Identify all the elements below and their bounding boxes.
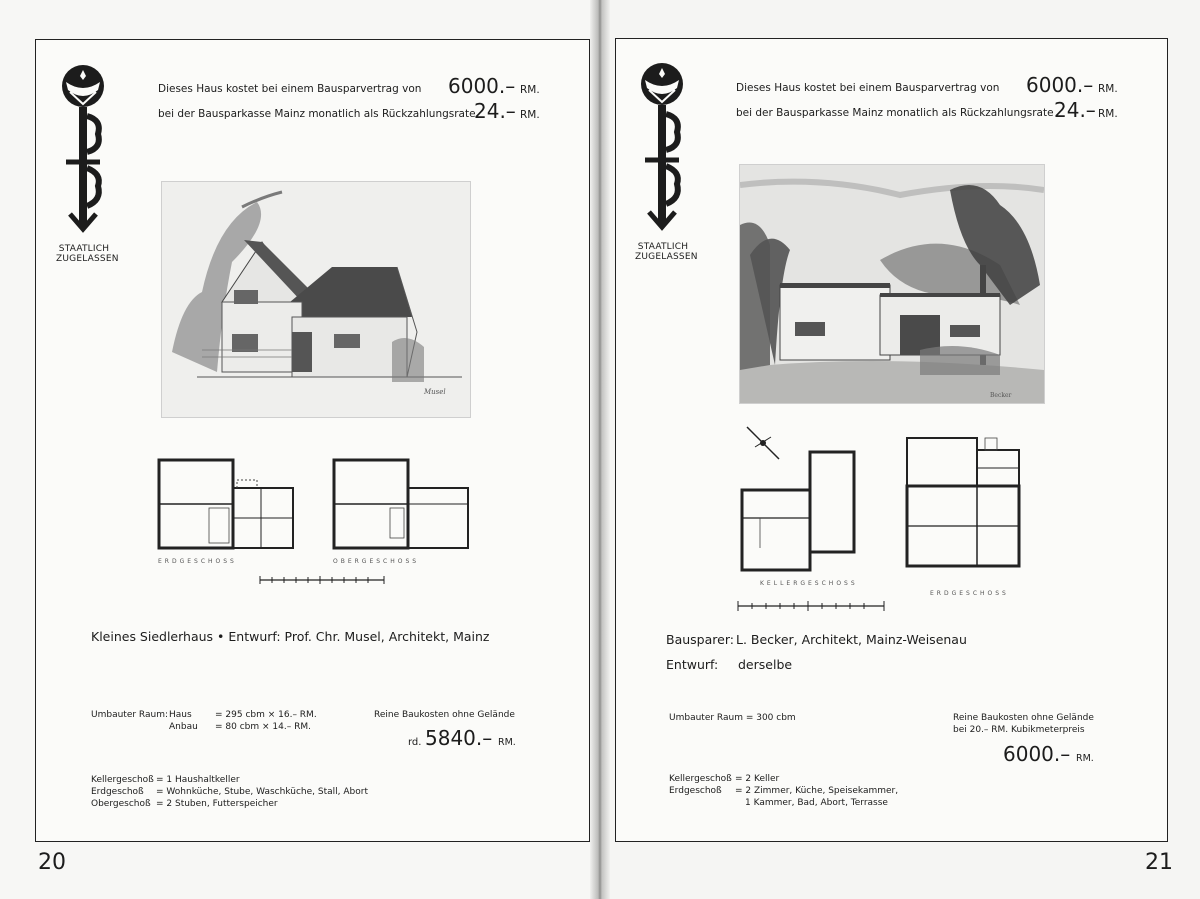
bausparer-label: Bausparer: [666,632,734,647]
book-gutter [590,0,610,899]
ground-floor-label-right: ERDGESCHOSS [930,590,1009,597]
volume-text-right: Umbauter Raum = 300 cbm [669,713,796,723]
logo-caption-right [635,242,698,262]
room-floor-right-2: Erdgeschoß [669,786,722,796]
logo-caption [56,244,119,264]
upper-floor-plan [332,458,470,550]
price-unit-1-right: RM. [1098,83,1118,95]
price-amount-2-right: 24.– [1054,98,1096,122]
cost-unit-right: RM. [1076,753,1094,764]
left-page-frame [35,39,590,842]
volume-label: Umbauter Raum: [91,710,168,720]
house-sketch-illustration [161,181,471,418]
price-amount-1-right: 6000.– [1026,73,1094,97]
bausparkasse-eagle-logo [58,64,108,240]
entwurf-value: derselbe [738,657,793,672]
room-desc-1: = 1 Haushaltkeller [156,775,240,785]
room-floor-1: Kellergeschoß [91,775,154,785]
bausparkasse-eagle-logo-right [637,62,687,238]
cost-label-right-1: Reine Baukosten ohne Gelände [953,713,1094,723]
price-line-2-right: bei der Bausparkasse Mainz monatlich als Rückzahlungsrate [736,107,1054,119]
basement-floor-label: KELLERGESCHOSS [760,580,858,587]
svg-text:Becker: Becker [990,392,1012,399]
cost-label: Reine Baukosten ohne Gelände [374,710,515,720]
room-desc-right-2: = 2 Zimmer, Küche, Speisekammer, [735,786,899,796]
cost-amount-right: 6000.– [1003,742,1071,766]
logo-caption-right-line-2: ZUGELASSEN [635,252,698,262]
price-unit-2-right: RM. [1098,108,1118,120]
room-floor-right-1: Kellergeschoß [669,774,732,784]
volume-part-anbau: Anbau [169,722,198,732]
price-line-2: bei der Bausparkasse Mainz monatlich als Rückzahlungsrate [158,108,476,120]
page-number-right: 21 [1145,850,1173,875]
volume-value-haus: = 295 cbm × 16.– RM. [215,710,317,720]
north-arrow-icon [743,423,783,463]
upper-floor-label: OBERGESCHOSS [333,558,420,565]
cost-prefix: rd. [408,737,422,748]
basement-floor-plan [740,448,856,573]
price-line-1-right: Dieses Haus kostet bei einem Bausparvertrag von [736,82,1000,94]
cost-label-right-2: bei 20.– RM. Kubikmeterpreis [953,725,1085,735]
ground-floor-plan-right [905,436,1025,576]
svg-text:Musel: Musel [424,388,446,396]
ground-floor-label: ERDGESCHOSS [158,558,237,565]
page-number-left: 20 [38,850,66,875]
room-desc-3: = 2 Stuben, Futterspeicher [156,799,278,809]
logo-caption-line-1: STAATLICH [58,244,110,254]
price-amount-2: 24.– [474,99,516,123]
house-title: Kleines Siedlerhaus • Entwurf: Prof. Chr. Musel, Architekt, Mainz [91,629,490,644]
room-desc-2: = Wohnküche, Stube, Waschküche, Stall, Abort [156,787,368,797]
price-line-1: Dieses Haus kostet bei einem Bausparvertrag von [158,83,422,95]
room-floor-2: Erdgeschoß [91,787,144,797]
bausparer-value: L. Becker, Architekt, Mainz-Weisenau [736,632,967,647]
ground-floor-plan [157,458,295,550]
price-unit-1: RM. [520,84,540,96]
cost-unit: RM. [498,737,516,748]
logo-caption-right-line-1: STAATLICH [637,242,689,252]
modern-house-sketch-illustration [739,164,1045,404]
room-desc-right-1: = 2 Keller [735,774,780,784]
room-floor-3: Obergeschoß [91,799,151,809]
cost-amount: 5840.– [425,726,493,750]
scale-bar-right [736,598,886,614]
price-unit-2: RM. [520,109,540,121]
price-amount-1: 6000.– [448,74,516,98]
scale-bar [258,574,386,590]
entwurf-label: Entwurf: [666,657,719,672]
volume-value-anbau: = 80 cbm × 14.– RM. [215,722,311,732]
logo-caption-line-2: ZUGELASSEN [56,254,119,264]
room-desc-right-3: 1 Kammer, Bad, Abort, Terrasse [745,798,888,808]
volume-part-haus: Haus [169,710,192,720]
